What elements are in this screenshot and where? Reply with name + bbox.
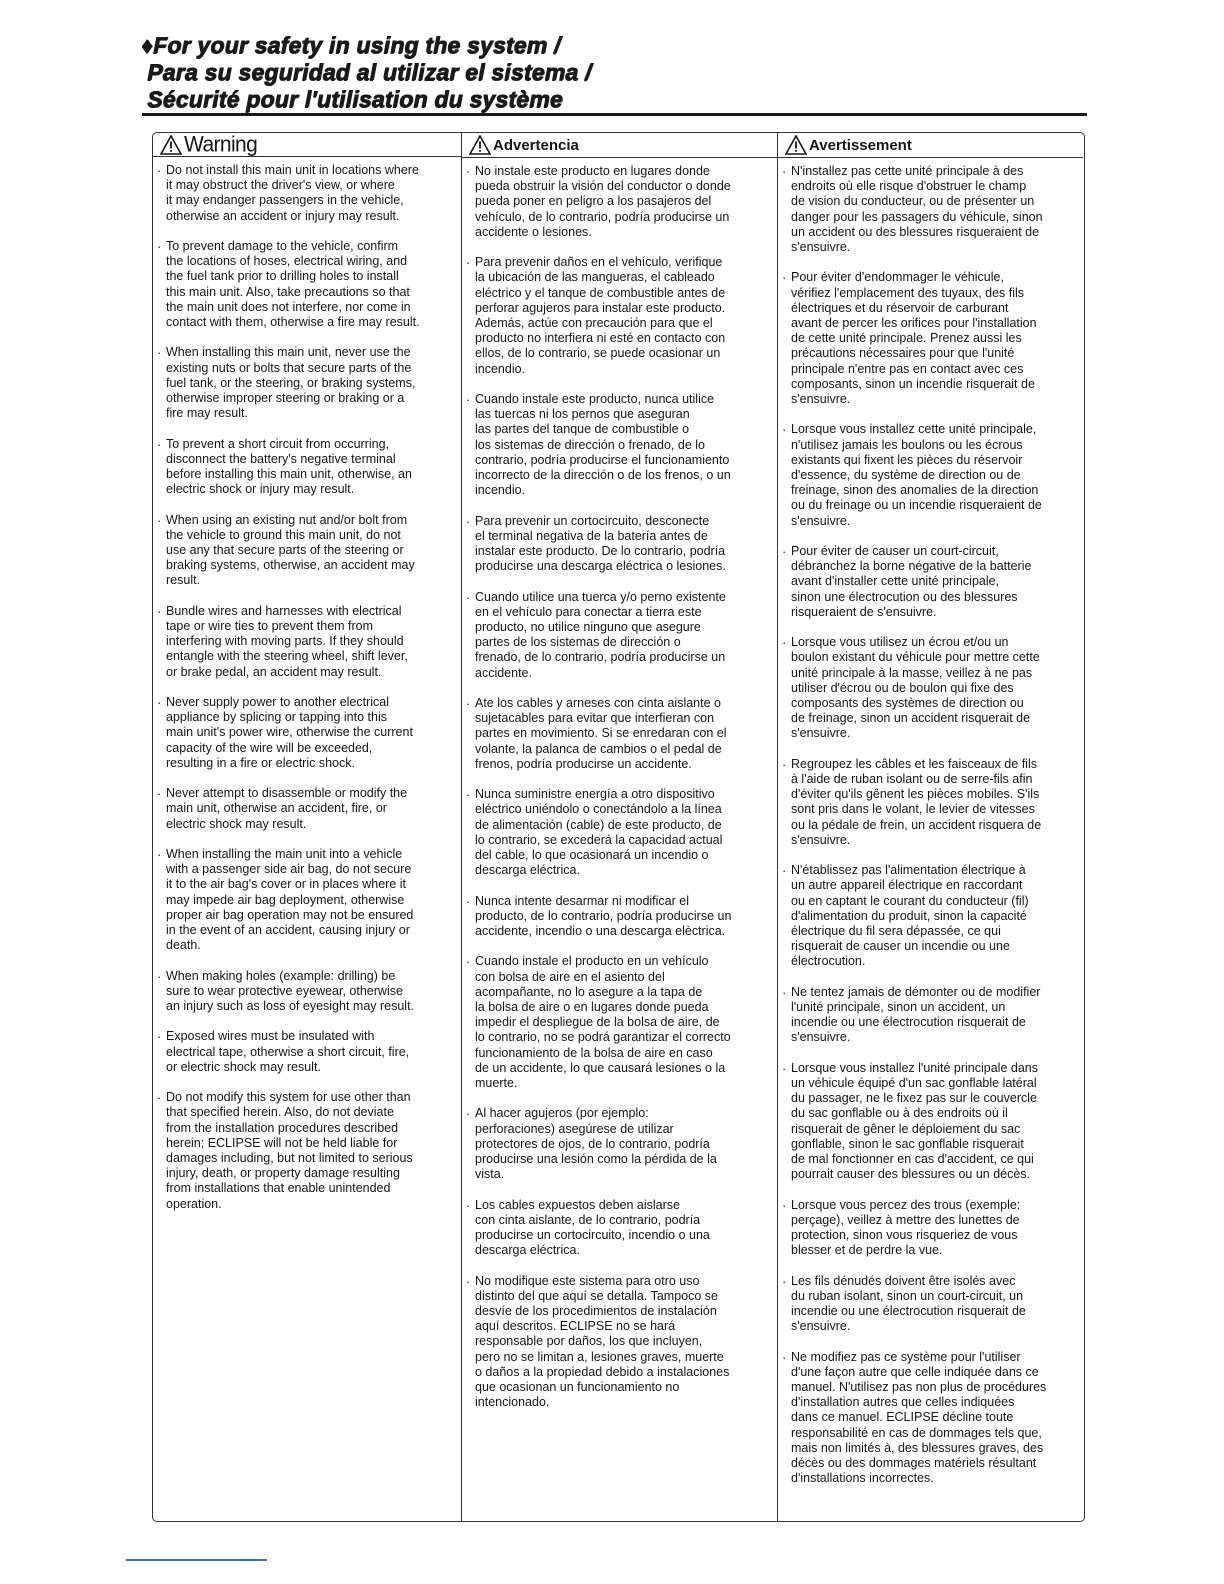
- warning-item: [157, 437, 453, 498]
- warning-item: [157, 1029, 453, 1075]
- warning-item-text: · Cuando utilice una tuerca y/o perno existente en el vehículo para conectar a tierra este producto, no utilice ninguno que asegure partes de los sistemas de dirección o frenado, de lo contrario, podría producirse un accidente.: [475, 589, 726, 680]
- warning-item: [466, 255, 769, 377]
- warning-item: [782, 757, 1075, 848]
- warning-item: [466, 894, 769, 940]
- warning-column-spanish: [461, 133, 777, 1521]
- warning-item-text: · Pour éviter de causer un court-circuit, débranchez la borne négative de la batterie avant d'installer cette unité principale, sinon une électrocution ou des blessures risqueraient de s'ensuivre.: [791, 544, 1032, 619]
- warning-item: [157, 604, 453, 680]
- warning-item-text: · Los cables expuestos deben aislarse con cinta aislante, de lo contrario, podría producirse un cortocircuito, incendio o una descarga eléctrica.: [475, 1197, 710, 1258]
- warning-item-text: · When installing the main unit into a vehicle with a passenger side air bag, do not secure it to the air bag's cover or in places where it may impede air bag deployment, otherwise proper air bag operation may not be ensured in the event of an accident, causing injury or death.: [166, 847, 414, 953]
- warning-column-french: [777, 133, 1083, 1521]
- warning-item: [466, 164, 769, 240]
- warning-item-text: · Lorsque vous percez des trous (exemple: perçage), veillez à mettre des lunettes de protection, sinon vous risqueriez de vous blesser et de perdre la vue.: [791, 1197, 1021, 1258]
- warning-item: [157, 1090, 453, 1212]
- warning-item-text: · Regroupez les câbles et les faisceaux de fils à l'aide de ruban isolant ou de serre-fils afin d'éviter qu'ils gênent les pièces mobiles. S'ils sont pris dans le volant, le levier de vitesses ou la pédale de frein, un accident risquera de s'ensuivre.: [791, 756, 1042, 847]
- warning-item-text: · Exposed wires must be insulated with electrical tape, otherwise a short circuit, fire, or electric shock may result.: [166, 1029, 410, 1074]
- warning-item-text: · Lorsque vous installez l'unité principale dans un véhicule équipé d'un sac gonflable latéral du passager, ne le fixez pas sur le couvercle du sac gonflable ou à des endroits où il risquerait de gêner le déploiement du sac gonflable, sinon le sac gonflable risquerait de mal fonctionner en cas d'accident, ce qui pourrait causer des blessures ou un décès.: [791, 1060, 1038, 1182]
- warning-triangle-icon: [469, 135, 491, 155]
- warning-item-text: · To prevent a short circuit from occurring, disconnect the battery's negative terminal before installing this main unit, otherwise, an electric shock or injury may result.: [166, 436, 412, 497]
- warning-item-text: · Para prevenir daños en el vehículo, verifique la ubicación de las mangueras, el cableado eléctrico y el tanque de combustible antes de perforar agujeros para instalar este producto. Además, actúe con precaución para que el producto no interfiera ni esté en contacto con ellos, de lo contrario, se puede ocasionar un incendio.: [475, 255, 726, 376]
- warning-item-text: · Lorsque vous utilisez un écrou et/ou un boulon existant du véhicule pour mettre cette unité principale à la masse, veillez à ne pas utiliser d'écrou ou de boulon qui fixe des composants des systèmes de direction ou de freinage, sinon un accident risquerait de s'ensuivre.: [791, 635, 1040, 741]
- warning-item-text: · Nunca intente desarmar ni modificar el producto, de lo contrario, podría producirse un accidente, incendio o una descarga elèctrica.: [475, 893, 732, 939]
- warning-item: [466, 1198, 769, 1259]
- warning-item: [466, 1106, 769, 1182]
- header-divider: [142, 113, 1087, 116]
- warning-item-text: · Bundle wires and harnesses with electrical tape or wire ties to prevent them from interfering with moving parts. If they should entangle with the steering wheel, shift lever, or brake pedal, an accident may result.: [166, 603, 408, 679]
- warning-item: [466, 590, 769, 681]
- warning-item-text: · Al hacer agujeros (por ejemplo: perforaciones) asegúrese de utilizar protectores de ojos, de lo contrario, podría producirse una lesión como la pérdida de la vista.: [475, 1106, 717, 1182]
- column-title: Warning: [184, 131, 258, 157]
- warning-item-text: · Cuando instale el producto en un vehículo con bolsa de aire en el asiento del acompañante, no lo asegure a la tapa de la bolsa de aire o en lugares donde pueda impedir el despliegue de la bolsa de aire, de lo contrario, no se podrá garantizar el correcto funcionamiento de la bolsa de aire en caso de un accidente, lo que causará lesiones o la muerte.: [475, 954, 731, 1091]
- warning-table: [152, 132, 1085, 1522]
- header-title-en: ♦For your safety in using the system /: [141, 32, 561, 58]
- warning-item-text: · Nunca suministre energía a otro dispositivo eléctrico uniéndolo o conectándolo a la línea de alimentación (cable) de este producto, de lo contrario, se excederá la capacidad actual del cable, lo que ocasionará un incendio o descarga eléctrica.: [475, 787, 723, 878]
- warning-item: [466, 1274, 769, 1411]
- warning-item-text: · Ate los cables y arneses con cinta aislante o sujetacables para evitar que interfieran con partes en movimiento. Si se enredaran con el volante, la palanca de cambios o el pedal de frenos, podría producirse un accidente.: [475, 696, 727, 771]
- warning-list-english: [153, 157, 461, 1212]
- warning-triangle-icon: [785, 135, 807, 155]
- column-title: Avertissement: [809, 136, 912, 154]
- warning-item: [782, 635, 1075, 741]
- warning-item: [157, 513, 453, 589]
- footer-link-rule: [126, 1559, 267, 1561]
- warning-item: [466, 514, 769, 575]
- warning-item: [466, 392, 769, 498]
- warning-item-text: · To prevent damage to the vehicle, confirm the locations of hoses, electrical wiring, and the fuel tank prior to drilling holes to install this main unit. Also, take precautions so that the main unit does not interfere, nor come in contact with them, otherwise a fire may result.: [166, 239, 420, 330]
- warning-item-text: · Ne tentez jamais de démonter ou de modifier l'unité principale, sinon un accident, un incendie ou une électrocution risquerait de s'ensuivre.: [791, 984, 1041, 1045]
- warning-item-text: · Les fils dénudés doivent être isolés avec du ruban isolant, sinon un court-circuit, un incendie ou une électrocution risquerait de s'ensuivre.: [791, 1273, 1026, 1334]
- warning-item-text: · Do not install this main unit in locations where it may obstruct the driver's view, or where it may endanger passengers in the vehicle, otherwise an accident or injury may result.: [166, 163, 419, 223]
- warning-item: [782, 985, 1075, 1046]
- warning-item: [466, 696, 769, 772]
- warning-item-text: · Do not modify this system for use other than that specified herein. Also, do not deviate from the installation procedures described herein; ECLIPSE will not be held liable for damages including, but not limited to serious injury, death, or property damage resulting from installations that enable unintended operation.: [166, 1090, 413, 1211]
- warning-item: [782, 863, 1075, 969]
- warning-item: [782, 1198, 1075, 1259]
- warning-item-text: · N'installez pas cette unité principale à des endroits où elle risque d'obstruer le champ de vision du conducteur, ou de présenter un danger pour les passagers du véhicule, sinon un accident ou des blessures risqueraient de s'ensuivre.: [791, 164, 1043, 255]
- warning-item: [782, 270, 1075, 407]
- warning-item: [782, 164, 1075, 255]
- warning-item: [782, 1061, 1075, 1183]
- warning-item: [157, 345, 453, 421]
- column-header-french: [778, 133, 1083, 158]
- warning-item: [157, 786, 453, 832]
- warning-item-text: · N'établissez pas l'alimentation électrique à un autre appareil électrique en raccordant ou en captant le courant du conducteur (fil) d'alimentation du produit, sinon la capacité électrique du fil sera dépassée, ce qui risquerait de causer un incendie ou une électrocution.: [791, 863, 1029, 969]
- column-header-english: [153, 133, 461, 157]
- warning-item: [782, 422, 1075, 528]
- warning-item-text: · When installing this main unit, never use the existing nuts or bolts that secure parts of the fuel tank, or the steering, or braking systems, otherwise improper steering or braking or a fire may result.: [166, 345, 416, 421]
- warning-item-text: · When making holes (example: drilling) be sure to wear protective eyewear, otherwise an injury such as loss of eyesight may result.: [166, 968, 415, 1014]
- warning-item-text: · Lorsque vous installez cette unité principale, n'utilisez jamais les boulons ou les écrous existants qui fixent les pièces du réservoir d'essence, du système de direction ou de freinage, sinon des anomalies de la direction ou du freinage ou un incendie risqueraient de s'ensuivre.: [791, 422, 1042, 528]
- column-title: Advertencia: [493, 136, 579, 154]
- warning-item-text: · Para prevenir un cortocircuito, desconecte el terminal negativa de la batería antes de instalar este producto. De lo contrario, podría producirse una descarga eléctrica o lesiones.: [475, 513, 726, 574]
- warning-triangle-icon: [160, 135, 182, 155]
- warning-item-text: · No instale este producto en lugares donde pueda obstruir la visión del conductor o donde pueda poner en peligro a los pasajeros del vehículo, de lo contrario, podría producirse un accidente o lesiones.: [475, 164, 731, 239]
- warning-item: [782, 1274, 1075, 1335]
- warning-item: [782, 1350, 1075, 1487]
- warning-item-text: · Ne modifiez pas ce système pour l'utiliser d'une façon autre que celle indiquée dans ce manuel. N'utilisez pas non plus de procédures d'installation autres que celles indiquées dans ce manuel. ECLIPSE décline toute responsabilité en cas de dommages tels que, mais non limités à, des blessures graves, des décès ou des dommages matériels résultant d'installations incorrectes.: [791, 1349, 1047, 1486]
- warning-list-spanish: [462, 158, 777, 1410]
- warning-item: [157, 695, 453, 771]
- header-title-es: Para su seguridad al utilizar el sistema /: [147, 59, 592, 85]
- warning-column-english: [153, 133, 461, 1521]
- column-header-spanish: [462, 133, 777, 158]
- warning-item-text: · No modifique este sistema para otro uso distinto del que aquí se detalla. Tampoco se desvíe de los procedimientos de instalación aquí descritos. ECLIPSE no se hará responsable por daños, los que incluyen, pero no se limitan a, lesiones graves, muerte o daños a la propiedad debido a instalaciones que ocasionan un funcionamiento no intencionado.: [475, 1273, 730, 1410]
- warning-list-french: [778, 158, 1083, 1487]
- warning-item: [157, 969, 453, 1015]
- warning-item-text: · Pour éviter d'endommager le véhicule, vérifiez l'emplacement des tuyaux, des fils électriques et du réservoir de carburant avant de percer les orifices pour l'installation de cette unité principale. Prenez aussi les précautions nécessaires pour que l'unité principale n'entre pas en contact avec ces composants, sinon un incendie risquerait de s'ensuivre.: [791, 270, 1037, 407]
- warning-item-text: · Cuando instale este producto, nunca utilice las tuercas ni los pernos que aseguran las partes del tanque de combustible o los sistemas de dirección o frenado, de lo contrario, podría producirse el funcionamiento incorrecto de la dirección o de los frenos, o un incendio.: [475, 392, 731, 498]
- warning-item: [466, 787, 769, 878]
- warning-item-text: · Never supply power to another electrical appliance by splicing or tapping into this main unit's power wire, otherwise the current capacity of the wire will be exceeded, resulting in a fire or electric shock.: [166, 695, 413, 770]
- warning-item: [466, 954, 769, 1091]
- warning-item-text: · When using an existing nut and/or bolt from the vehicle to ground this main unit, do not use any that secure parts of the steering or braking systems, otherwise, an accident may result.: [166, 512, 415, 588]
- page-header: [141, 32, 1087, 113]
- warning-item-text: · Never attempt to disassemble or modify the main unit, otherwise an accident, fire, or electric shock may result.: [166, 786, 408, 831]
- header-title-fr: Sécurité pour l'utilisation du système: [147, 86, 563, 112]
- warning-item: [157, 163, 453, 224]
- warning-item: [157, 239, 453, 330]
- warning-item: [782, 544, 1075, 620]
- warning-item: [157, 847, 453, 953]
